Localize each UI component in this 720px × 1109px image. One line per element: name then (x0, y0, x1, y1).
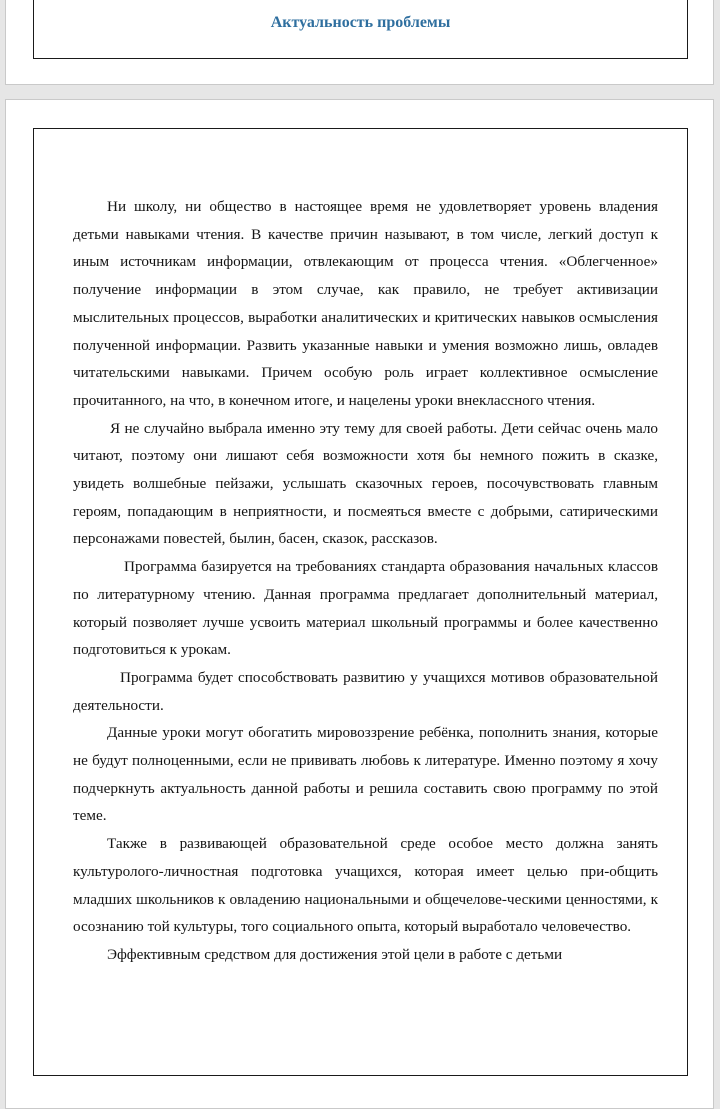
paragraph-7: Эффективным средством для достижения этой цели в работе с детьми (107, 945, 563, 963)
paragraph-6: Также в развивающей образовательной среде особое место должна занять культуролого-личностная подготовка учащихся, которая имеет целью при-общить младших школьников к овладению национальными и общечелове-ческими ценностями, к осознанию той культуры, того социального опыта, который выработало человечество. (73, 835, 658, 936)
page-1-frame (33, 0, 688, 59)
document-page-2 (5, 99, 714, 1109)
paragraph-5: Данные уроки могут обогатить мировоззрение ребёнка, пополнить знания, которые не будут полноценными, если не прививать любовь к литературе. Именно поэтому я хочу подчеркнуть актуальность данной работы и решила составить свою программу по этой теме. (73, 724, 658, 825)
paragraph-2: Я не случайно выбрала именно эту тему для своей работы. Дети сейчас очень мало читают, поэтому они лишают себя возможности хотя бы немного пожить в сказке, увидеть волшебные пейзажи, услышать сказочных героев, посочувствовать главным героям, попадающим в неприятности, и посмеяться вместе с добрыми, сатирическими персонажами повестей, былин, басен, сказок, рассказов. (73, 419, 658, 548)
paragraph-3: Программа базируется на требованиях стандарта образования начальных классов по литературному чтению. Данная программа предлагает дополнительный материал, который позволяет лучше усвоить материал школьный программы и более качественно подготовиться к урокам. (73, 558, 658, 659)
paragraph-1: Ни школу, ни общество в настоящее время не удовлетворяет уровень владения детьми навыками чтения. В качестве причин называют, в том числе, легкий доступ к иным источникам информации, отвлекающим от процесса чтения. «Облегченное» получение информации в этом случае, как правило, не требует активизации мыслительных процессов, выработки аналитических и критических навыков осмысления полученной информации. Развить указанные навыки и умения возможно лишь, овладев читательскими навыками. Причем особую роль играет коллективное осмысление прочитанного, на что, в конечном итоге, и нацелены уроки внеклассного чтения. (73, 198, 658, 409)
paragraph-4: Программа будет способствовать развитию у учащихся мотивов образовательной деятельности. (73, 668, 658, 714)
document-page-1 (5, 0, 714, 85)
body-text (73, 193, 658, 969)
page-2-frame (33, 128, 688, 1076)
section-heading: Актуальность проблемы (270, 14, 451, 31)
